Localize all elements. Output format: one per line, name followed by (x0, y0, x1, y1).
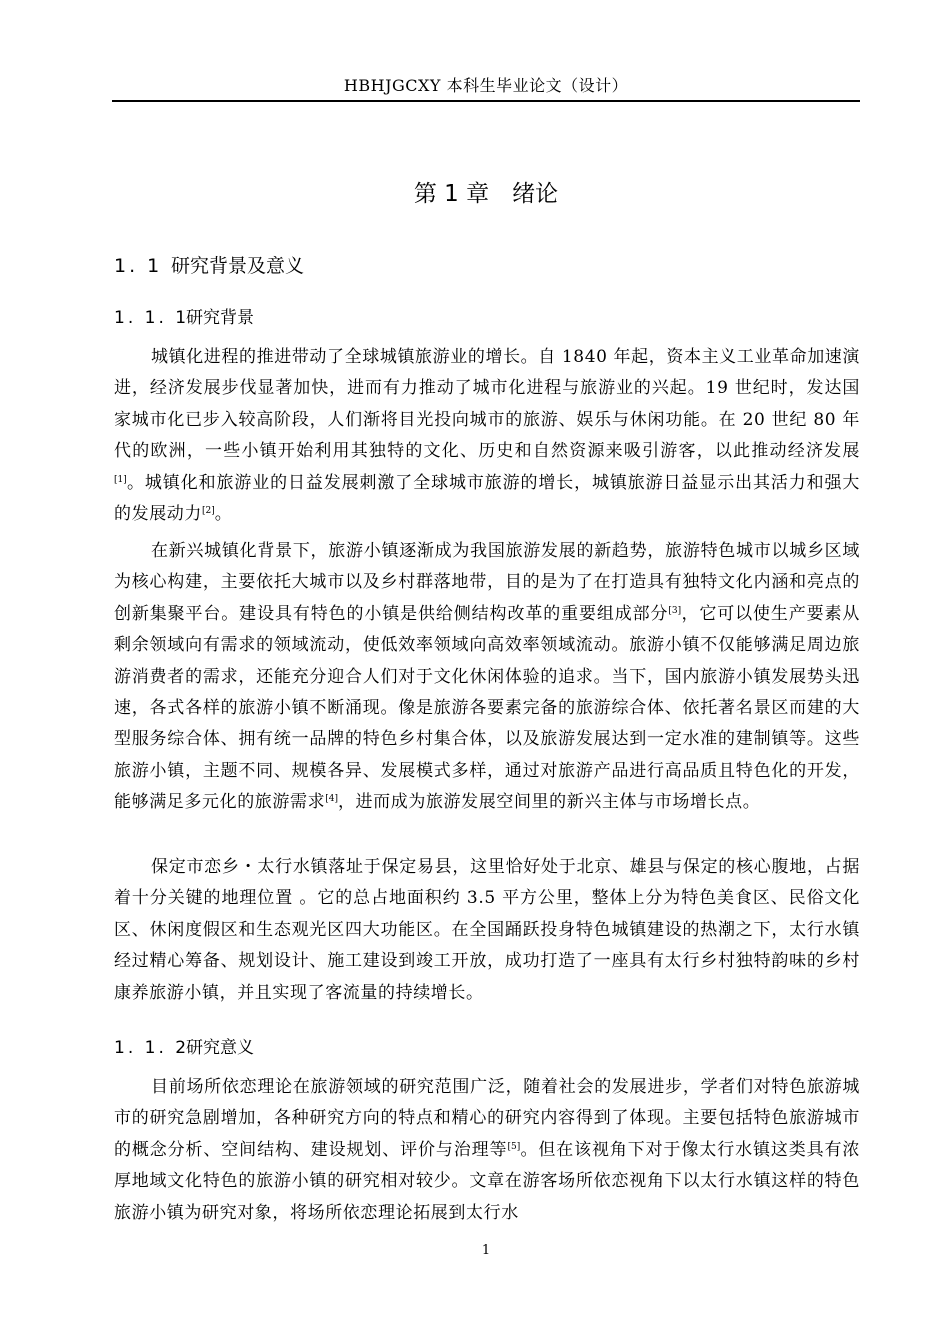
citation: [5] (507, 1141, 521, 1152)
paragraph-text: 。但在该视角下对于像太行水镇这类具有浓厚地域文化特色的旅游小镇的研究相对较少。文章在游客场所依恋视角下以太行水镇这样的特色旅游小镇为研究对象，将场所依恋理论拓展到太行水 (114, 1139, 860, 1223)
paragraph-text: ，进而成为旅游发展空间里的新兴主体与市场增长点。 (337, 792, 761, 813)
section-number: 1. 1 (114, 255, 163, 277)
paragraph-text: 保定市恋乡・太行水镇落址于保定易县，这里恰好处于北京、雄县与保定的核心腹地，占据着十分关键的地理位置 。它的总占地面积约 3.5 平方公里，整体上分为特色美食区、民俗文化区、休闲度假区和生态观光区四大功能区。在全国踊跃投身特色城镇建设的热潮之下，太行水镇经过精心筹备、规划设计、施工建设到竣工开放，成功打造了一座具有太行乡村独特韵味的乡村康养旅游小镇，并且实现了客流量的持续增长。 (114, 857, 860, 1003)
body-paragraph (114, 1072, 860, 1229)
body-paragraph (114, 536, 860, 819)
chapter-title: 第 1 章 绪论 (413, 181, 559, 207)
citation: [1] (114, 474, 127, 485)
paragraph-text: 。 (214, 504, 233, 525)
paragraph-text: 目前场所依恋理论在旅游领域的研究范围广泛，随着社会的发展进步，学者们对特色旅游城市的研究急剧增加，各种研究方向的特点和精心的研究内容得到了体现。主要包括特色旅游城市的概念分析、空间结构、建设规划、评价与治理等 (114, 1077, 860, 1160)
section-heading-1-1 (114, 252, 304, 280)
page-number: 1 (481, 1243, 491, 1258)
subsection-heading-1-1-2 (114, 1035, 254, 1061)
paragraph-text: 城镇化进程的推进带动了全球城镇旅游业的增长。自 1840 年起，资本主义工业革命加速演进，经济发展步伐显著加快，进而有力推动了城市化进程与旅游业的兴起。19 世纪时，发达国家城市化已步入较高阶段，人们渐将目光投向城市的旅游、娱乐与休闲功能。在 20 世纪 80 年代的欧洲，一些小镇开始利用其独特的文化、历史和自然资源来吸引游客，以此推动经济发展 (114, 347, 860, 462)
body-paragraph (114, 852, 860, 1009)
citation: [3] (668, 605, 682, 616)
citation: [4] (325, 794, 338, 805)
subsection-title: 研究意义 (186, 1038, 254, 1058)
paragraph-punctuation: 。 (126, 472, 145, 493)
subsection-number: 1. 1. 1 (114, 308, 190, 328)
header-rule (112, 100, 860, 102)
paragraph-text: 城镇化和旅游业的日益发展刺激了全球城市旅游的增长，城镇旅游日益显示出其活力和强大的发展动力 (114, 472, 860, 525)
citation: [2] (202, 506, 215, 517)
subsection-title: 研究背景 (186, 308, 254, 328)
paragraph-text: ，它可以使生产要素从剩余领域向有需求的领域流动，使低效率领域向高效率领域流动。旅游小镇不仅能够满足周边旅游消费者的需求，还能充分迎合人们对于文化休闲体验的追求。当下，国内旅游小镇发展势头迅速，各式各样的旅游小镇不断涌现。像是旅游各要素完备的旅游综合体、依托著名景区而建的大型服务综合体、拥有统一品牌的特色乡村集合体，以及旅游发展达到一定水准的建制镇等。这些旅游小镇，主题不同、规模各异、发展模式多样，通过对旅游产品进行高品质且特色化的开发，能够满足多元化的旅游需求 (114, 603, 860, 813)
paragraph-text: 在新兴城镇化背景下，旅游小镇逐渐成为我国旅游发展的新趋势，旅游特色城市以城乡区域为核心构建，主要依托大城市以及乡村群落地带，目的是为了在打造具有独特文化内涵和亮点的创新集聚平台。建设具有特色的小镇是供给侧结构改革的重要组成部分 (114, 541, 860, 624)
subsection-number: 1. 1. 2 (114, 1038, 190, 1058)
section-title: 研究背景及意义 (171, 255, 305, 277)
running-header: HBHJGCXY 本科生毕业论文（设计） (343, 76, 629, 95)
subsection-heading-1-1-1 (114, 305, 254, 331)
body-paragraph (114, 342, 860, 530)
